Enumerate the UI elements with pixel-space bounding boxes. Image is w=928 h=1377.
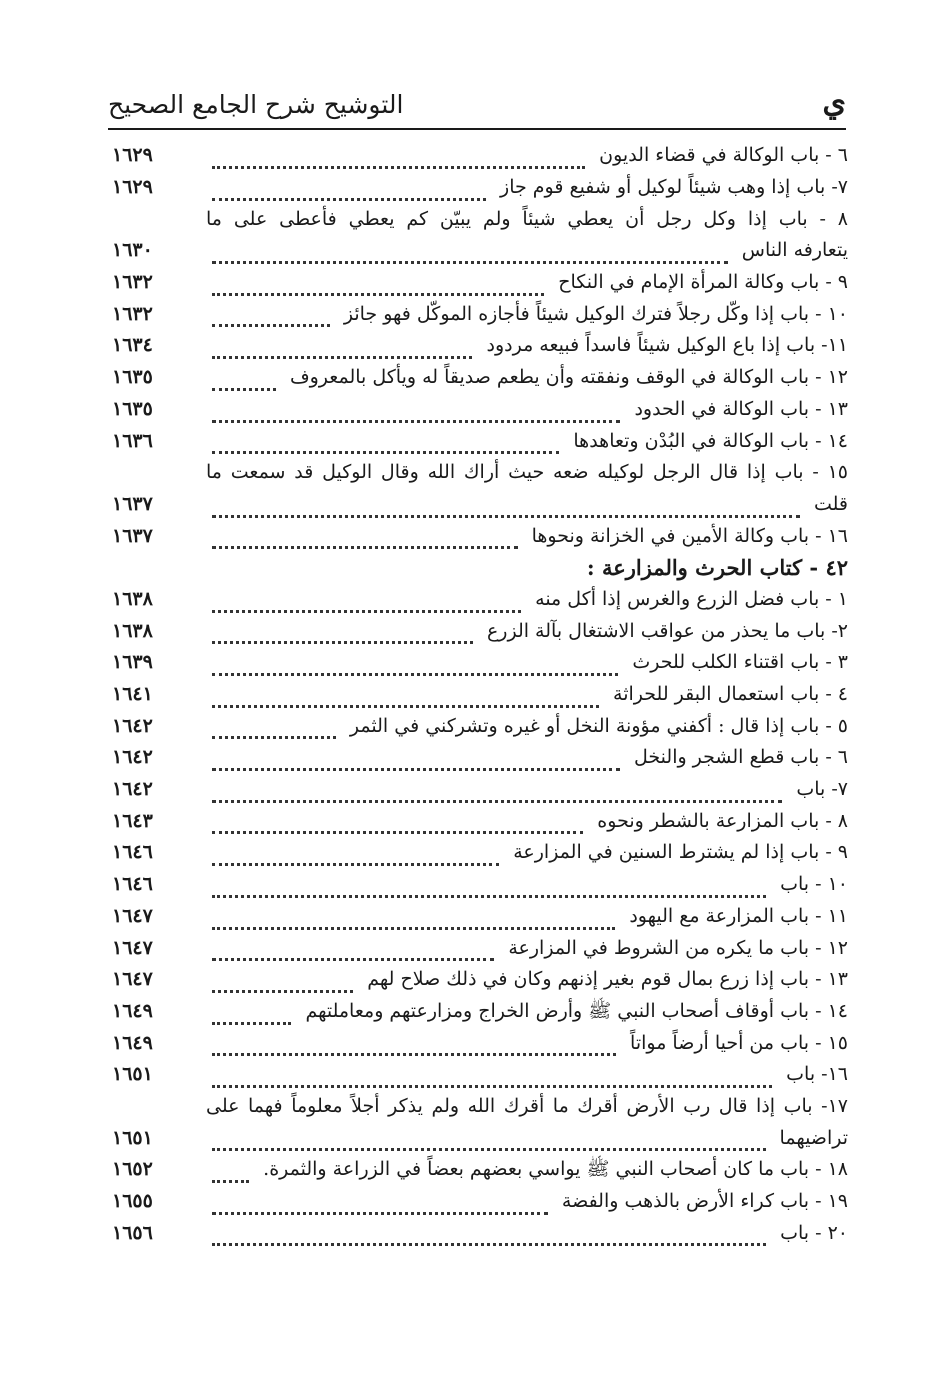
page-header <box>108 82 846 130</box>
toc-page-number: ١٦٤٦ <box>112 873 153 896</box>
dot-leader <box>212 368 276 391</box>
toc-entry <box>112 742 848 774</box>
toc-entry <box>112 1122 848 1154</box>
table-of-contents <box>112 140 848 1249</box>
dot-leader <box>212 178 486 201</box>
toc-entry <box>112 457 848 489</box>
dot-leader <box>212 1223 766 1246</box>
toc-entry-title: ١ - باب فضل الزرع والغرس إذا أكل منه <box>527 584 848 615</box>
toc-entry <box>112 394 848 426</box>
toc-page-number: ١٦٣٧ <box>112 524 153 547</box>
toc-entry-title: ٦ - باب الوكالة في قضاء الديون <box>591 140 848 171</box>
toc-entry <box>112 140 848 172</box>
toc-entry-title: قلت <box>806 489 848 520</box>
toc-entry <box>112 489 848 521</box>
toc-entry-title: ١٤ - باب أوقاف أصحاب النبي ﷺ وأرض الخراج ومزارعتهم ومعاملتهم <box>297 996 848 1027</box>
toc-entry-title: ٢٠ - باب <box>772 1218 848 1249</box>
dot-leader <box>212 1033 616 1056</box>
toc-section-heading <box>112 552 848 584</box>
toc-page-number: ١٦٣٤ <box>112 334 153 357</box>
toc-entry-title: ٨ - باب المزارعة بالشطر ونحوه <box>589 806 848 837</box>
dot-leader <box>212 716 336 739</box>
toc-entry <box>112 837 848 869</box>
toc-entry-title: ١٦ - باب وكالة الأمين في الخزانة ونحوها <box>524 521 848 552</box>
dot-leader <box>212 875 766 898</box>
dot-leader <box>212 843 499 866</box>
toc-entry-title: ١٠ - باب <box>772 869 848 900</box>
dot-leader <box>212 273 544 296</box>
toc-entry-title: ١٧- باب إذا قال رب الأرض أقرك ما أقرك الله ولم يذكر أجلاً معلوماً فهما على <box>198 1091 848 1122</box>
toc-entry <box>112 679 848 711</box>
toc-page-number: ١٦٥١ <box>112 1126 153 1149</box>
toc-page-number: ١٦٣٨ <box>112 587 153 610</box>
toc-page-number: ١٦٤٧ <box>112 904 153 927</box>
dot-leader <box>212 938 494 961</box>
toc-entry-title: ٧- باب إذا وهب شيئاً لوكيل أو شفيع قوم جاز <box>492 172 848 203</box>
toc-entry <box>112 298 848 330</box>
toc-entry <box>112 425 848 457</box>
toc-entry <box>112 1059 848 1091</box>
toc-page-number: ١٦٢٩ <box>112 176 153 199</box>
toc-entry-title: ١٤ - باب الوكالة في البُدْن وتعاهدها <box>565 426 848 457</box>
toc-entry <box>112 1154 848 1186</box>
toc-page-number: ١٦٤٣ <box>112 809 153 832</box>
toc-entry <box>112 932 848 964</box>
toc-page-number: ١٦٤١ <box>112 683 153 706</box>
toc-page-number: ١٦٤٢ <box>112 778 153 801</box>
toc-page-number: ١٦٤٢ <box>112 746 153 769</box>
running-title: التوشيح شرح الجامع الصحيح <box>108 90 404 119</box>
toc-entry-title: ٩ - باب إذا لم يشترط السنين في المزارعة <box>505 837 848 868</box>
page-letter: ي <box>822 85 846 120</box>
dot-leader <box>212 526 518 549</box>
toc-entry-title: ١٠ - باب إذا وكّل رجلاً فترك الوكيل شيئاً فأجازه الموكّل فهو جائز <box>336 299 848 330</box>
dot-leader <box>212 907 615 930</box>
toc-page-number: ١٦٤٩ <box>112 1031 153 1054</box>
dot-leader <box>212 1128 766 1151</box>
toc-page-number: ١٦٤٧ <box>112 936 153 959</box>
toc-entry <box>112 710 848 742</box>
dot-leader <box>212 495 800 518</box>
dot-leader <box>212 1065 772 1088</box>
toc-entry <box>112 1186 848 1218</box>
toc-entry-title: ٧- باب <box>788 774 848 805</box>
toc-entry <box>112 172 848 204</box>
dot-leader <box>212 304 330 327</box>
toc-entry-title: تراضيهما <box>772 1123 848 1154</box>
toc-entry-title: ٤ - باب استعمال البقر للحراثة <box>605 679 848 710</box>
toc-entry <box>112 964 848 996</box>
toc-entry-title: ١٥ - باب إذا قال الرجل لوكيله ضعه حيث أراك الله وقال الوكيل قد سمعت ما <box>198 457 848 488</box>
toc-entry-title: ١٦- باب <box>778 1059 848 1090</box>
toc-entry <box>112 996 848 1028</box>
toc-entry-title: ٤٢ - كتاب الحرث والمزارعة : <box>579 552 848 583</box>
toc-page-number: ١٦٥٦ <box>112 1221 153 1244</box>
toc-page-number: ١٦٤٩ <box>112 999 153 1022</box>
toc-entry <box>112 869 848 901</box>
dot-leader <box>212 685 599 708</box>
toc-entry-title: ١٣ - باب الوكالة في الحدود <box>626 394 848 425</box>
toc-entry <box>112 362 848 394</box>
toc-page-number: ١٦٤٧ <box>112 968 153 991</box>
toc-page-number: ١٦٣٧ <box>112 492 153 515</box>
toc-entry-title: ٦ - باب قطع الشجر والنخل <box>626 742 848 773</box>
toc-entry-title: ١٢ - باب الوكالة في الوقف ونفقته وأن يطعم صديقاً له ويأكل بالمعروف <box>282 362 848 393</box>
toc-entry <box>112 203 848 235</box>
dot-leader <box>212 970 353 993</box>
toc-page-number: ١٦٥٢ <box>112 1158 153 1181</box>
toc-entry <box>112 520 848 552</box>
dot-leader <box>212 431 559 454</box>
dot-leader <box>212 400 620 423</box>
toc-entry-title: ١٣ - باب إذا زرع بمال قوم بغير إذنهم وكان في ذلك صلاح لهم <box>359 964 848 995</box>
dot-leader <box>212 811 583 834</box>
toc-entry-title: ١٢ - باب ما يكره من الشروط في المزارعة <box>500 933 848 964</box>
dot-leader <box>212 1160 249 1183</box>
dot-leader <box>212 621 473 644</box>
toc-page-number: ١٦٥١ <box>112 1063 153 1086</box>
toc-entry-title: ٨ - باب إذا وكل رجل أن يعطي شيئاً ولم يبيّن كم يعطي فأعطى على ما <box>198 204 848 235</box>
dot-leader <box>212 1192 548 1215</box>
toc-entry <box>112 584 848 616</box>
toc-entry <box>112 1217 848 1249</box>
toc-entry <box>112 647 848 679</box>
dot-leader <box>212 590 521 613</box>
toc-entry-title: ٢- باب ما يحذر من عواقب الاشتغال بآلة الزرع <box>479 616 848 647</box>
toc-entry-title: ١٥ - باب من أحيا أرضاً مواتاً <box>622 1028 848 1059</box>
dot-leader <box>212 336 472 359</box>
toc-entry-title: ١٨ - باب ما كان أصحاب النبي ﷺ يواسي بعضهم بعضاً في الزراعة والثمرة. <box>255 1154 848 1185</box>
dot-leader <box>212 748 620 771</box>
toc-entry <box>112 1091 848 1123</box>
toc-entry-title: ٥ - باب إذا قال : أكفني مؤونة النخل أو غيره وتشركني في الثمر <box>342 711 848 742</box>
toc-page-number: ١٦٣٢ <box>112 271 153 294</box>
dot-leader <box>212 780 782 803</box>
toc-entry-title: يتعارفه الناس <box>734 235 848 266</box>
dot-leader <box>212 653 618 676</box>
toc-page-number: ١٦٤٦ <box>112 841 153 864</box>
toc-entry <box>112 267 848 299</box>
toc-entry <box>112 615 848 647</box>
toc-page-number: ١٦٥٥ <box>112 1190 153 1213</box>
toc-page-number: ١٦٣٠ <box>112 239 153 262</box>
toc-entry <box>112 330 848 362</box>
toc-page-number: ١٦٤٢ <box>112 714 153 737</box>
toc-entry <box>112 774 848 806</box>
toc-page-number: ١٦٣٨ <box>112 619 153 642</box>
toc-entry <box>112 235 848 267</box>
toc-entry-title: ١١ - باب المزارعة مع اليهود <box>621 901 848 932</box>
toc-entry-title: ٣ - باب اقتناء الكلب للحرث <box>624 647 848 678</box>
toc-page-number: ١٦٣٥ <box>112 366 153 389</box>
toc-entry-title: ٩ - باب وكالة المرأة الإمام في النكاح <box>550 267 848 298</box>
toc-entry-title: ١٩ - باب كراء الأرض بالذهب والفضة <box>554 1186 848 1217</box>
toc-page-number: ١٦٣٥ <box>112 397 153 420</box>
toc-page-number: ١٦٣٩ <box>112 651 153 674</box>
toc-page-number: ١٦٢٩ <box>112 144 153 167</box>
toc-entry <box>112 901 848 933</box>
toc-entry <box>112 1027 848 1059</box>
toc-page-number: ١٦٣٦ <box>112 429 153 452</box>
toc-page-number: ١٦٣٢ <box>112 302 153 325</box>
toc-entry-title: ١١- باب إذا باع الوكيل شيئاً فاسداً فبيعه مردود <box>479 330 849 361</box>
dot-leader <box>212 1002 291 1025</box>
toc-entry <box>112 805 848 837</box>
dot-leader <box>212 241 728 264</box>
dot-leader <box>212 146 585 169</box>
